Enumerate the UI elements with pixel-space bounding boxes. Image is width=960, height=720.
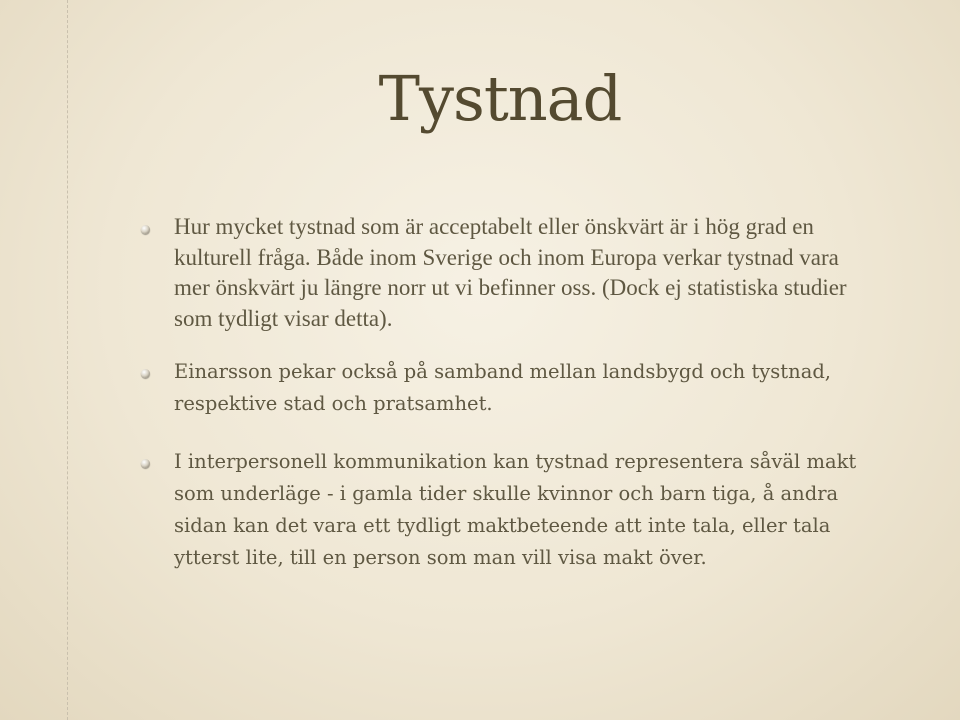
bullet-text: I interpersonell kommunikation kan tystnad representera såväl makt som underläge - i gamla tider skulle kvinnor och barn tiga, å andra sidan kan det vara ett tydligt maktbeteende att inte tala, eller tala ytterst lite, till en person som man vill visa makt över.: [174, 450, 857, 569]
bullet-item: [174, 356, 874, 420]
bullet-dot-icon: [141, 459, 150, 468]
bullet-list: [174, 212, 874, 574]
bullet-item: [174, 212, 874, 334]
bullet-item: [174, 446, 874, 574]
bullet-dot-icon: [141, 225, 150, 234]
bullet-dot-icon: [141, 369, 150, 378]
bullet-text: Hur mycket tystnad som är acceptabelt eller önskvärt är i hög grad en kulturell fråga. Både inom Sverige och inom Europa verkar tystnad vara mer önskvärt ju längre norr ut vi befinner oss. (Dock ej statistiska studier som tydligt visar detta).: [174, 214, 847, 331]
slide-title: Tystnad: [378, 62, 622, 135]
bullet-text: Einarsson pekar också på samband mellan landsbygd och tystnad, respektive stad och pratsamhet.: [174, 360, 832, 415]
